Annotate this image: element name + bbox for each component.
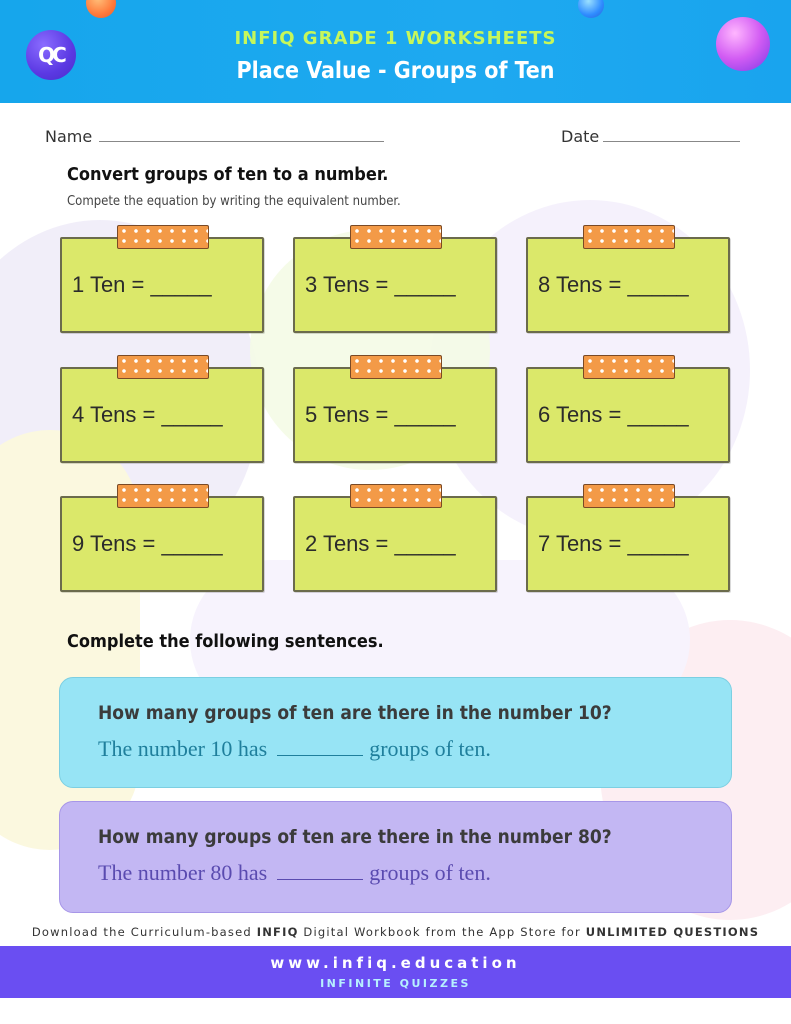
section-title: Convert groups of ten to a number. [67, 164, 389, 185]
sentence-suffix: groups of ten. [369, 736, 491, 761]
decorative-ball-icon [578, 0, 604, 18]
section-instructions: Compete the equation by writing the equivalent number. [67, 194, 401, 209]
app-promo-text [0, 925, 791, 939]
tape-decoration [117, 225, 209, 249]
sticky-note [293, 367, 497, 463]
section-title: Complete the following sentences. [67, 631, 384, 652]
promo-text: Digital Workbook from the App Store for [298, 925, 586, 939]
sticky-note [60, 367, 264, 463]
sticky-note [60, 496, 264, 592]
promo-cta: UNLIMITED QUESTIONS [585, 925, 760, 939]
infiq-logo: QC [26, 30, 76, 80]
tape-decoration [350, 225, 442, 249]
promo-brand: INFIQ [256, 925, 299, 939]
date-label: Date [561, 127, 600, 146]
tape-decoration [583, 225, 675, 249]
sentence-prefix: The number 10 has [98, 736, 268, 761]
footer-tagline: INFINITE QUIZZES [320, 977, 471, 990]
sticky-note [526, 237, 730, 333]
sentence-prefix: The number 80 has [98, 860, 268, 885]
equation-text: 3 Tens = _____ [305, 272, 456, 297]
worksheet-series-title: INFIQ GRADE 1 WORKSHEETS [234, 28, 557, 49]
equation-text: 2 Tens = _____ [305, 531, 456, 556]
equation-text: 4 Tens = _____ [72, 402, 223, 427]
equation-text: 5 Tens = _____ [305, 402, 456, 427]
question-card [59, 677, 732, 788]
name-field[interactable] [99, 141, 384, 142]
sticky-note [526, 496, 730, 592]
tape-decoration [583, 484, 675, 508]
sticky-note [60, 237, 264, 333]
website-link[interactable]: www.infiq.education [270, 954, 521, 972]
equation-text: 7 Tens = _____ [538, 531, 689, 556]
question-text: How many groups of ten are there in the number 10? [98, 702, 612, 724]
date-field[interactable] [603, 141, 740, 142]
answer-blank[interactable] [277, 862, 363, 880]
page-title: Place Value - Groups of Ten [236, 58, 555, 84]
equation-text: 6 Tens = _____ [538, 402, 689, 427]
answer-sentence [98, 736, 491, 762]
name-label: Name [45, 127, 93, 146]
answer-blank[interactable] [277, 738, 363, 756]
sticky-note [293, 496, 497, 592]
tape-decoration [117, 484, 209, 508]
equation-text: 1 Ten = _____ [72, 272, 212, 297]
equation-text: 8 Tens = _____ [538, 272, 689, 297]
tape-decoration [583, 355, 675, 379]
promo-text: Download the Curriculum-based [31, 925, 257, 939]
question-text: How many groups of ten are there in the number 80? [98, 826, 612, 848]
tape-decoration [350, 355, 442, 379]
equation-text: 9 Tens = _____ [72, 531, 223, 556]
question-card [59, 801, 732, 913]
sentence-suffix: groups of ten. [369, 860, 491, 885]
footer-banner [0, 946, 791, 998]
tape-decoration [117, 355, 209, 379]
sticky-note [526, 367, 730, 463]
decorative-ball-icon [86, 0, 116, 18]
header-banner [0, 0, 791, 103]
tape-decoration [350, 484, 442, 508]
sticky-note [293, 237, 497, 333]
answer-sentence [98, 860, 491, 886]
